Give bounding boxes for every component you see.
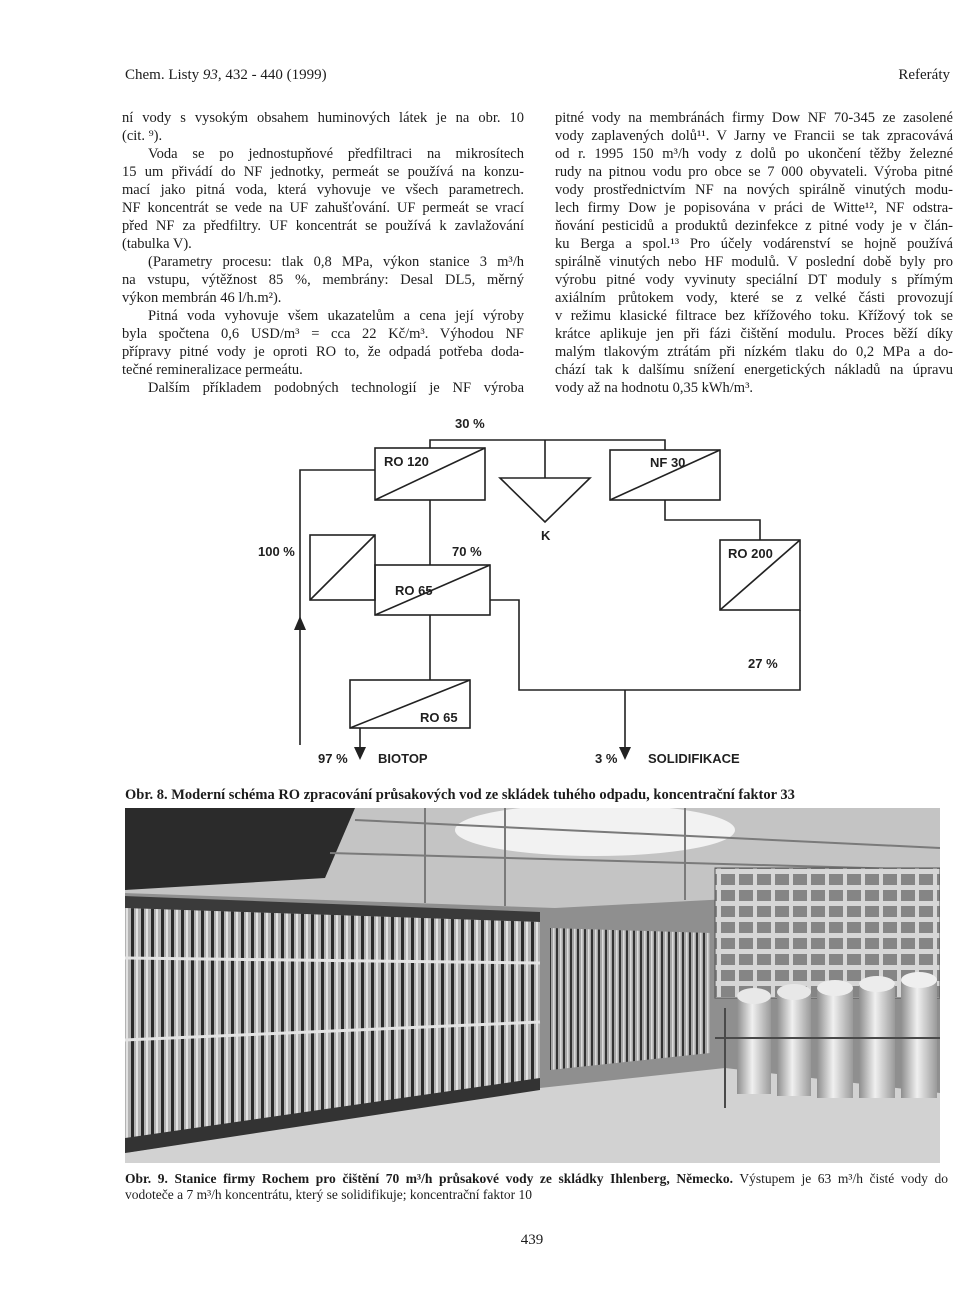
section-title: Referáty <box>898 67 950 83</box>
flow-arrow <box>294 616 306 630</box>
left-column-line: Dalším příkladem podobných technologií je NF výroba <box>148 380 524 396</box>
figure-9-caption-title: Obr. 9. Stanice firmy Rochem pro čištění 70 m³/h průsakové vody ze skládky Ihlenberg, Německo. <box>125 1171 733 1186</box>
right-column-line: vody zaplavených dolů¹¹. V Jarny ve Francii se tak zpracovává <box>555 128 953 144</box>
photo-dark-corner <box>125 808 355 890</box>
journal-volume: 93 <box>202 67 218 83</box>
left-column-line: přípravy pitné vody je oproti RO to, že odpadá potřeba doda- <box>122 344 524 360</box>
right-column-line: axiálním průtokem vody, které se z velké části provozují <box>555 290 953 306</box>
label-percent-100: 100 % <box>258 544 295 559</box>
left-column-line: na vstupu, výtěžnost 85 %, membrány: Desal DL5, měrný <box>122 272 524 288</box>
left-column-line: (Parametry procesu: tlak 0,8 MPa, výkon stanice 3 m³/h <box>148 254 524 270</box>
journal-name: Chem. Listy <box>125 67 200 83</box>
left-column-line: NF koncentrát se vede na UF zahušťování. UF permeát se vrací <box>122 200 524 216</box>
label-solidifikace: SOLIDIFIKACE <box>648 751 740 766</box>
label-ro-65-lower: RO 65 <box>420 710 458 725</box>
running-header-citation <box>125 66 327 84</box>
right-column-line: krátce aplikuje jen při fázi čištění modulu. Proces běží díky <box>555 326 953 342</box>
flow-arrow <box>354 747 366 760</box>
left-column-line: 15 um přivádí do NF jednotky, permeát se používá na konzu- <box>122 164 524 180</box>
figure-9-photo <box>125 808 940 1163</box>
figure-9-caption-line <box>125 1171 948 1187</box>
left-column-line: výkon membrán 46 l/h.m²). <box>122 290 282 306</box>
label-nf-30: NF 30 <box>650 455 686 470</box>
label-biotop: BIOTOP <box>378 751 428 766</box>
label-ro-120: RO 120 <box>384 454 429 469</box>
left-column-line: před NF za předfiltry. UF koncentrát se používá k zavlažování <box>122 218 524 234</box>
left-column-line: (cit. ⁹). <box>122 128 163 144</box>
left-column-line: Voda se po jednostupňové předfiltraci na mikrosítech <box>148 146 524 162</box>
left-column-line: mací jako pitná voda, která vyhovuje ve všech parametrech. <box>122 182 524 198</box>
flow-arrow <box>619 747 631 760</box>
flow-line <box>490 600 800 690</box>
right-column-line: malým tlakovým ztrátám při nízkém tlaku do 0,2 MPa a do- <box>555 344 953 360</box>
flow-line <box>665 500 760 540</box>
journal-pages: , 432 - 440 (1999) <box>217 67 327 83</box>
figure-8-caption: Obr. 8. Moderní schéma RO zpracování průsakových vod ze skládek tuhého odpadu, koncentrační faktor 33 <box>125 787 795 803</box>
concentrate-tank <box>500 478 590 522</box>
right-column-line: ňování pesticidů a produktů dezinfekce z pitné vody je v člán- <box>555 218 953 234</box>
left-column-line: (tabulka V). <box>122 236 192 252</box>
right-column-line: ku Berga a spol.¹³ Pro účely vodárenství se hojně používá <box>555 236 953 252</box>
figure-8-diagram <box>250 405 810 777</box>
label-ro-200: RO 200 <box>728 546 773 561</box>
right-column-line: výrobu pitné vody vyvinuty speciální DT moduly s přímým <box>555 272 953 288</box>
photo-module-rack-rear <box>550 928 710 1070</box>
right-column-line: rudy na pitnou vodu pro obce se 7 000 obyvateli. Výroba pitné <box>555 164 953 180</box>
left-column-line: tečné remineralizace permeátu. <box>122 362 303 378</box>
left-column-line: ní vody s vysokým obsahem huminových látek je na obr. 10 <box>122 110 524 126</box>
right-column-line: pitné vody na membránách firmy Dow NF 70-345 ze zasolené <box>555 110 953 126</box>
right-column-line: od r. 1995 150 m³/h vody z dolů po ukončení těžby železné <box>555 146 953 162</box>
right-column-line: lech firmy Dow je popisována v práci de Witte¹², NF odstra- <box>555 200 953 216</box>
label-ro-65-upper: RO 65 <box>395 583 433 598</box>
label-percent-70: 70 % <box>452 544 482 559</box>
right-column-line: v režimu klasické filtrace bez křížového toku. Křížový tok se <box>555 308 953 324</box>
figure-9-caption <box>125 1171 948 1203</box>
label-percent-3: 3 % <box>595 751 618 766</box>
figure-9-caption-text: Výstupem je 63 m³/h čisté vody do <box>739 1171 948 1186</box>
right-column <box>555 109 953 397</box>
pre-module <box>310 535 375 600</box>
label-k: K <box>541 528 551 543</box>
left-column-line: byla spočtena 0,6 USD/m³ = cca 22 Kč/m³. Výhodou NF <box>122 326 524 342</box>
right-column-line: vody až na hodnotu 0,35 kWh/m³. <box>555 380 754 396</box>
left-column-line: Pitná voda vyhovuje všem ukazatelům a cena její výroby <box>148 308 524 324</box>
photo-pressure-tanks <box>737 972 937 1098</box>
label-percent-27: 27 % <box>748 656 778 671</box>
label-percent-30: 30 % <box>455 416 485 431</box>
flow-line <box>300 470 375 745</box>
label-percent-97: 97 % <box>318 751 348 766</box>
right-column-line: chází tak k dalšímu snížení energetických nákladů na úpravu <box>555 362 953 378</box>
left-column <box>122 109 524 397</box>
page-number: 439 <box>520 1232 544 1248</box>
right-column-line: vody prostřednictvím NF na nových spirálně vinutých modu- <box>555 182 953 198</box>
right-column-line: spirálně vinutých nebo HF modulů. V poslední době byly pro <box>555 254 953 270</box>
figure-9-caption-line: vodoteče a 7 m³/h koncentrátu, který se solidifikuje; koncentrační faktor 10 <box>125 1187 533 1202</box>
